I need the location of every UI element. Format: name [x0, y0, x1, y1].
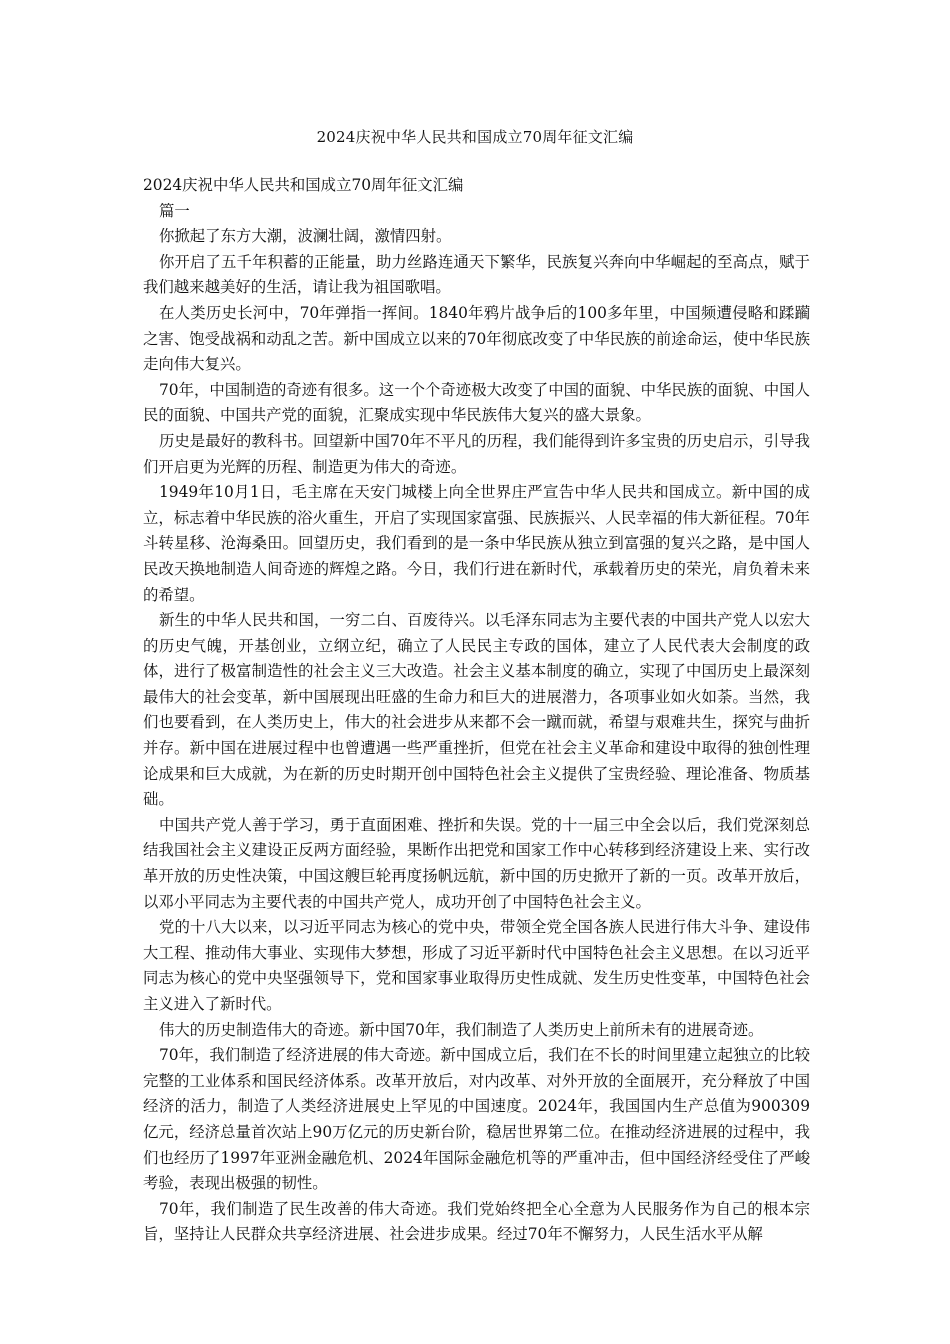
paragraph: 新生的中华人民共和国，一穷二白、百废待兴。以毛泽东同志为主要代表的中国共产党人以宏大的历史气魄，开基创业，立纲立纪，确立了人民民主专政的国体，建立了人民代表大会制度的政体，进行了极富制造性的社会主义三大改造。社会主义基本制度的确立，实现了中国历史上最深刻最伟大的社会变革，新中国展现出旺盛的生命力和巨大的进展潜力，各项事业如火如荼。当然，我们也要看到，在人类历史上，伟大的社会进步从来都不会一蹴而就，希望与艰难共生，探究与曲折并存。新中国在进展过程中也曾遭遇一些严重挫折，但党在社会主义革命和建设中取得的独创性理论成果和巨大成就，为在新的历史时期开创中国特色社会主义提供了宝贵经验、理论准备、物质基础。: [143, 611, 810, 809]
paragraph: 在人类历史长河中，70年弹指一挥间。1840年鸦片战争后的100多年里，中国频遭侵略和蹂躏之害、饱受战祸和动乱之苦。新中国成立以来的70年彻底改变了中华民族的前途命运，使中华民族走向伟大复兴。: [143, 303, 810, 374]
section-label: 篇一: [159, 201, 190, 220]
document-title: 2024庆祝中华人民共和国成立70周年征文汇编: [316, 128, 634, 146]
paragraph: 历史是最好的教科书。回望新中国70年不平凡的历程，我们能得到许多宝贵的历史启示，引导我们开启更为光辉的历程、制造更为伟大的奇迹。: [143, 431, 810, 476]
paragraph: 党的十八大以来，以习近平同志为核心的党中央，带领全党全国各族人民进行伟大斗争、建设伟大工程、推动伟大事业、实现伟大梦想，形成了习近平新时代中国特色社会主义思想。在以习近平同志为核心的党中央坚强领导下，党和国家事业取得历史性成就、发生历史性变革，中国特色社会主义进入了新时代。: [143, 918, 810, 1013]
paragraph: 你掀起了东方大潮，波澜壮阔，激情四射。: [159, 227, 452, 246]
document-body: [143, 173, 810, 1248]
paragraph: 中国共产党人善于学习，勇于直面困难、挫折和失误。党的十一届三中全会以后，我们党深刻总结我国社会主义建设正反两方面经验，果断作出把党和国家工作中心转移到经济建设上来、实行改革开放的历史性决策，中国这艘巨轮再度扬帆远航，新中国的历史掀开了新的一页。改革开放后，以邓小平同志为主要代表的中国共产党人，成功开创了中国特色社会主义。: [143, 815, 810, 911]
paragraph: 伟大的历史制造伟大的奇迹。新中国70年，我们制造了人类历史上前所未有的进展奇迹。: [159, 1020, 764, 1039]
paragraph: 70年，我们制造了民生改善的伟大奇迹。我们党始终把全心全意为人民服务作为自己的根本宗旨，坚持让人民群众共享经济进展、社会进步成果。经过70年不懈努力，人民生活水平从解: [143, 1199, 810, 1244]
document-subtitle: 2024庆祝中华人民共和国成立70周年征文汇编: [143, 176, 464, 194]
paragraph: 你开启了五千年积蓄的正能量，助力丝路连通天下繁华，民族复兴奔向中华崛起的至高点，赋于我们越来越美好的生活，请让我为祖国歌唱。: [143, 252, 810, 297]
paragraph: 70年，我们制造了经济进展的伟大奇迹。新中国成立后，我们在不长的时间里建立起独立的比较完整的工业体系和国民经济体系。改革开放后，对内改革、对外开放的全面展开，充分释放了中国经济的活力，制造了人类经济进展史上罕见的中国速度。2024年，我国国内生产总值为900309亿元，经济总量首次站上90万亿元的历史新台阶，稳居世界第二位。在推动经济进展的过程中，我们也经历了1997年亚洲金融危机、2024年国际金融危机等的严重冲击，但中国经济经受住了严峻考验，表现出极强的韧性。: [143, 1046, 810, 1193]
paragraph: 70年，中国制造的奇迹有很多。这一个个奇迹极大改变了中国的面貌、中华民族的面貌、中国人民的面貌、中国共产党的面貌，汇聚成实现中华民族伟大复兴的盛大景象。: [143, 380, 810, 425]
paragraph: 1949年10月1日，毛主席在天安门城楼上向全世界庄严宣告中华人民共和国成立。新中国的成立，标志着中华民族的浴火重生，开启了实现国家富强、民族振兴、人民幸福的伟大新征程。70年斗转星移、沧海桑田。回望历史，我们看到的是一条中华民族从独立到富强的复兴之路，是中国人民改天换地制造人间奇迹的辉煌之路。今日，我们行进在新时代，承载着历史的荣光，肩负着未来的希望。: [143, 483, 810, 604]
